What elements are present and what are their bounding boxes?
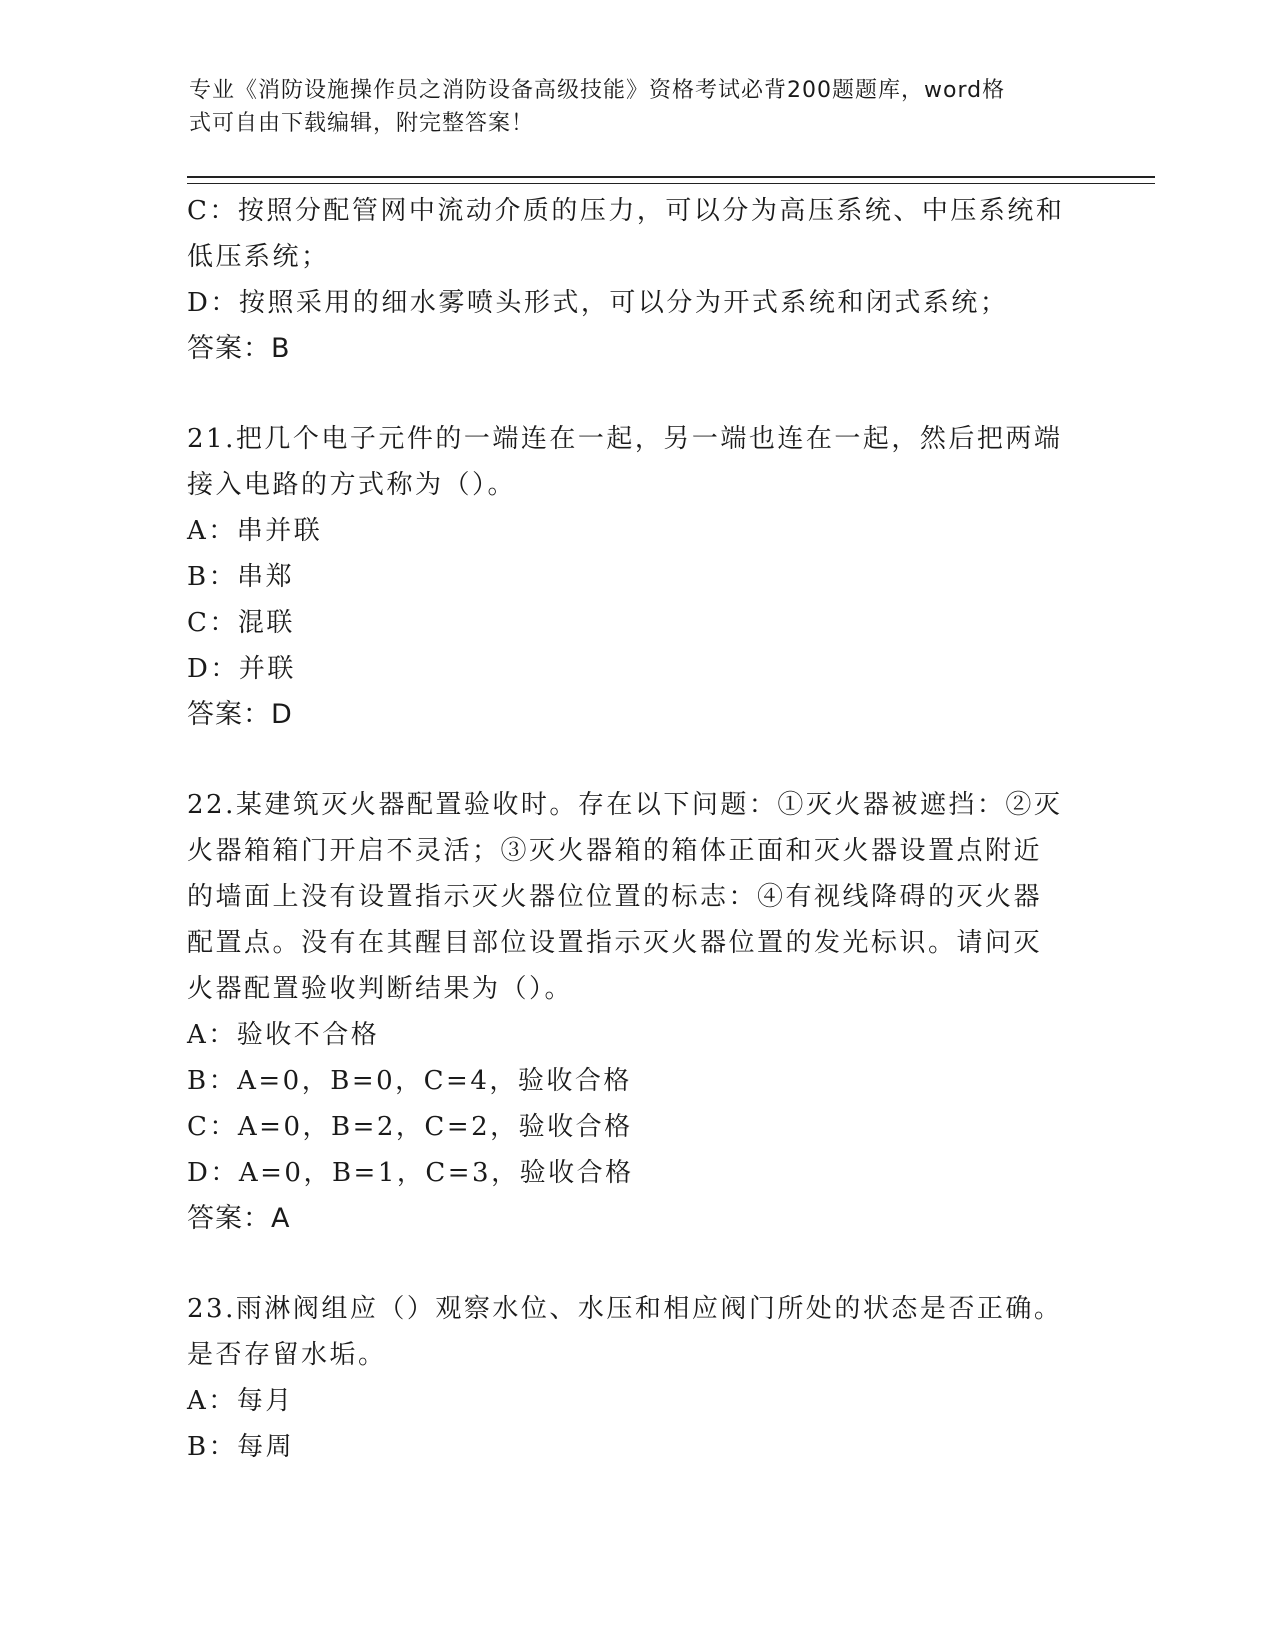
question-stem-line-1: 22.某建筑灭火器配置验收时。存在以下问题：①灭火器被遮挡：②灭	[187, 790, 1063, 820]
header-line-2: 式可自由下载编辑，附完整答案！	[189, 111, 535, 136]
question-21	[187, 416, 1087, 738]
question-20-continuation	[187, 188, 1087, 372]
question-stem-line-3: 的墙面上没有设置指示灭火器位位置的标志：④有视线降碍的灭火器	[187, 882, 1043, 912]
question-23	[187, 1286, 1087, 1470]
option-a: A：串并联	[187, 516, 323, 546]
option-c: C：A=0，B=2，C=2，验收合格	[187, 1112, 633, 1142]
header-line-1: 专业《消防设施操作员之消防设备高级技能》资格考试必背200题题库，word格	[189, 78, 1006, 103]
question-stem-line-2: 火器箱箱门开启不灵活；③灭火器箱的箱体正面和灭火器设置点附近	[187, 836, 1043, 866]
answer: 答案：A	[187, 1203, 291, 1234]
question-stem-line-1: 23.雨淋阀组应（）观察水位、水压和相应阀门所处的状态是否正确。	[187, 1294, 1063, 1324]
option-c: C：混联	[187, 608, 295, 638]
option-d: D：并联	[187, 654, 296, 684]
question-stem-line-5: 火器配置验收判断结果为（）。	[187, 974, 574, 1004]
option-a: A：验收不合格	[187, 1020, 380, 1050]
option-b: B：每周	[187, 1432, 295, 1462]
question-stem-line-4: 配置点。没有在其醒目部位设置指示灭火器位置的发光标识。请问灭	[187, 928, 1043, 958]
answer: 答案：D	[187, 699, 293, 730]
document-body	[187, 188, 1087, 1470]
option-c-line-1: C：按照分配管网中流动介质的压力，可以分为高压系统、中压系统和	[187, 196, 1065, 226]
question-stem-line-2: 接入电路的方式称为（）。	[187, 470, 517, 500]
option-d: D：按照采用的细水雾喷头形式，可以分为开式系统和闭式系统；	[187, 288, 1009, 318]
option-b: B：串郑	[187, 562, 295, 592]
document-header	[189, 74, 1069, 140]
option-c-line-2: 低压系统；	[187, 242, 330, 272]
question-22	[187, 782, 1087, 1242]
question-stem-line-1: 21.把几个电子元件的一端连在一起，另一端也连在一起，然后把两端	[187, 424, 1063, 454]
option-d: D：A=0，B=1，C=3，验收合格	[187, 1158, 634, 1188]
header-rule-thin	[187, 183, 1155, 184]
option-b: B：A=0，B=0，C=4，验收合格	[187, 1066, 632, 1096]
answer: 答案：B	[187, 333, 291, 364]
question-stem-line-2: 是否存留水垢。	[187, 1340, 387, 1370]
option-a: A：每月	[187, 1386, 294, 1416]
header-rule-thick	[187, 176, 1155, 178]
